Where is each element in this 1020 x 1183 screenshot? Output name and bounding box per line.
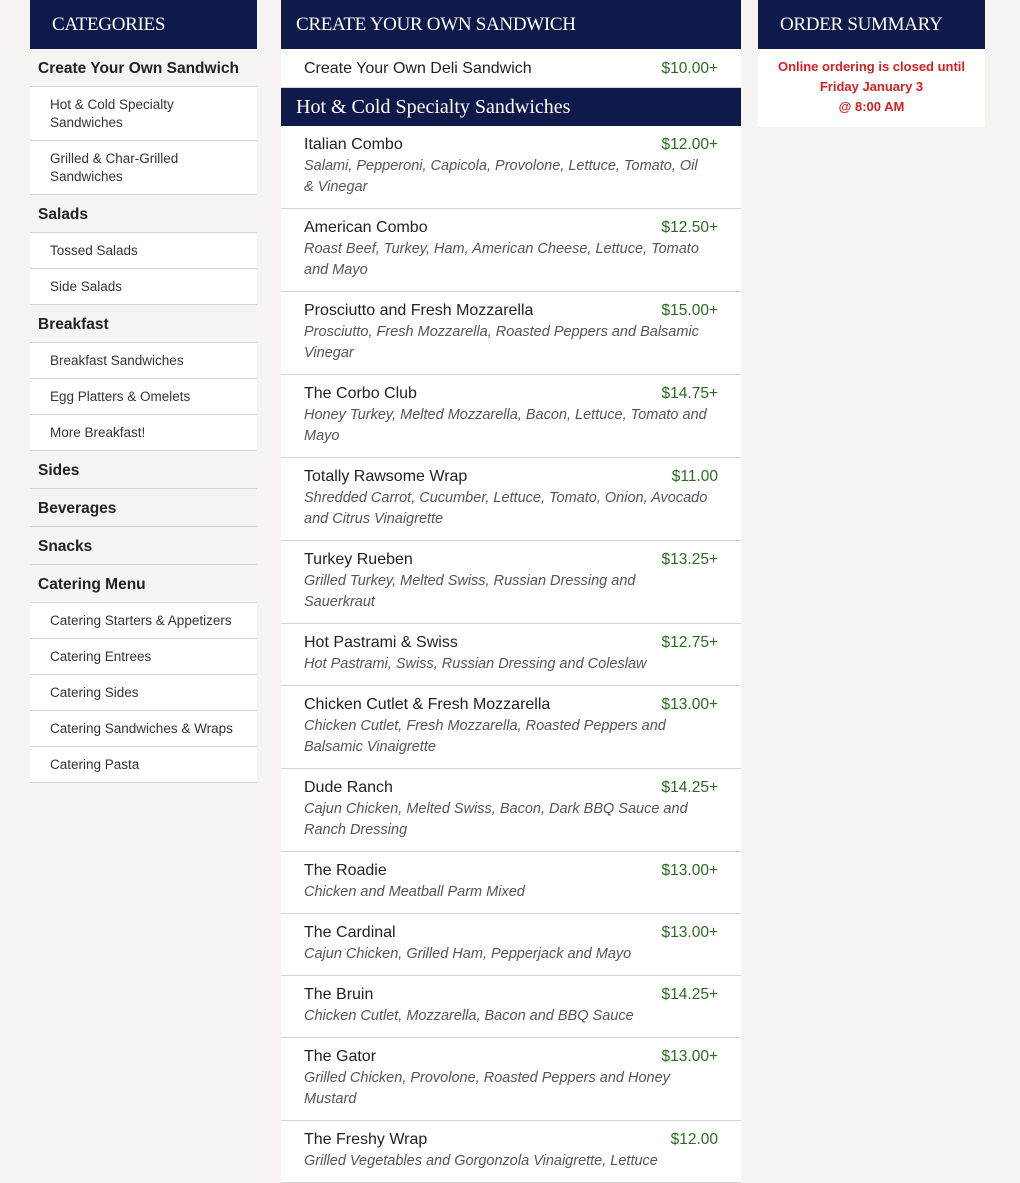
menu-item-price: $12.75+ [661, 634, 718, 651]
menu-item-price: $13.00+ [661, 1048, 718, 1065]
menu-item-price: $14.75+ [661, 385, 718, 402]
order-summary-title: ORDER SUMMARY [758, 0, 985, 49]
menu-item-description: Cajun Chicken, Grilled Ham, Pepperjack and Mayo [304, 946, 632, 962]
menu-item-price: $13.00+ [661, 924, 718, 941]
menu-item-description: Prosciutto, Fresh Mozzarella, Roasted Peppers and Balsamic Vinegar [304, 324, 699, 361]
menu-panel [281, 0, 741, 1183]
menu-item-price: $15.00+ [661, 302, 718, 319]
menu-item-name: Dude Ranch [304, 779, 393, 796]
subcategory-item[interactable]: Catering Sides [30, 675, 257, 711]
menu-item-description: Grilled Chicken, Provolone, Roasted Peppers and Honey Mustard [304, 1070, 670, 1107]
menu-item-name: Chicken Cutlet & Fresh Mozzarella [304, 696, 551, 713]
menu-item-name: Totally Rawsome Wrap [304, 468, 468, 485]
category-item[interactable]: Create Your Own Sandwich [30, 49, 257, 87]
menu-item-description: Chicken Cutlet, Mozzarella, Bacon and BBQ Sauce [304, 1008, 634, 1024]
menu-item-description: Chicken and Meatball Parm Mixed [304, 884, 525, 900]
menu-item-name: American Combo [304, 219, 428, 236]
categories-sidebar [30, 0, 257, 783]
menu-item-description: Salami, Pepperoni, Capicola, Provolone, Lettuce, Tomato, Oil & Vinegar [304, 158, 698, 195]
menu-item-description: Chicken Cutlet, Fresh Mozzarella, Roasted Peppers and Balsamic Vinaigrette [304, 718, 666, 755]
menu-title: CREATE YOUR OWN SANDWICH [281, 0, 741, 49]
ordering-closed-notice [758, 49, 985, 127]
menu-item-name: Hot Pastrami & Swiss [304, 634, 458, 651]
menu-item[interactable] [281, 1038, 741, 1121]
menu-item[interactable] [281, 209, 741, 292]
notice-line: @ 8:00 AM [838, 99, 905, 114]
menu-item-name: The Corbo Club [304, 385, 417, 402]
notice-line: Friday January 3 [819, 79, 924, 94]
menu-item[interactable] [281, 458, 741, 541]
menu-item-description: Roast Beef, Turkey, Ham, American Cheese, Lettuce, Tomato and Mayo [304, 241, 699, 278]
subcategory-item[interactable]: Egg Platters & Omelets [30, 379, 257, 415]
menu-item-name: The Gator [304, 1048, 377, 1065]
subcategory-item[interactable]: Breakfast Sandwiches [30, 343, 257, 379]
subcategory-item[interactable]: Grilled & Char-Grilled Sandwiches [30, 141, 257, 195]
menu-item-price: $12.50+ [661, 219, 718, 236]
menu-item[interactable] [281, 686, 741, 769]
menu-item-description: Grilled Vegetables and Gorgonzola Vinaigrette, Lettuce [304, 1153, 658, 1169]
order-summary [758, 0, 985, 127]
notice-line: Online ordering is closed until [777, 59, 966, 74]
menu-item[interactable] [281, 292, 741, 375]
menu-item[interactable] [281, 375, 741, 458]
subcategory-item[interactable]: Hot & Cold Specialty Sandwiches [30, 87, 257, 141]
menu-item[interactable] [281, 976, 741, 1038]
menu-item-price: $14.25+ [661, 986, 718, 1003]
menu-item-name: Italian Combo [304, 136, 403, 153]
menu-item[interactable] [281, 541, 741, 624]
menu-item-name: The Roadie [304, 862, 387, 879]
subcategory-item[interactable]: Side Salads [30, 269, 257, 305]
menu-item-description: Cajun Chicken, Melted Swiss, Bacon, Dark BBQ Sauce and Ranch Dressing [304, 801, 688, 838]
menu-item-name: The Freshy Wrap [304, 1131, 428, 1148]
categories-title: CATEGORIES [30, 0, 257, 49]
section-title: Hot & Cold Specialty Sandwiches [281, 88, 741, 126]
category-item[interactable]: Catering Menu [30, 565, 257, 603]
menu-item[interactable] [281, 852, 741, 914]
menu-item-name: The Bruin [304, 986, 374, 1003]
subcategory-item[interactable]: Tossed Salads [30, 233, 257, 269]
menu-item-description: Shredded Carrot, Cucumber, Lettuce, Tomato, Onion, Avocado and Citrus Vinaigrette [304, 490, 708, 527]
menu-item-price: $13.00+ [661, 696, 718, 713]
menu-item-price: $12.00+ [661, 136, 718, 153]
menu-item-name: The Cardinal [304, 924, 396, 941]
category-item[interactable]: Sides [30, 451, 257, 489]
menu-item-price: $14.25+ [661, 779, 718, 796]
menu-item-description: Hot Pastrami, Swiss, Russian Dressing and Coleslaw [304, 656, 647, 672]
menu-item[interactable] [281, 1121, 741, 1183]
menu-item-price: $10.00+ [661, 60, 718, 77]
menu-item[interactable] [281, 126, 741, 209]
menu-item-name: Turkey Rueben [304, 551, 413, 568]
menu-item-description: Grilled Turkey, Melted Swiss, Russian Dressing and Sauerkraut [304, 573, 636, 610]
menu-item-price: $12.00 [670, 1131, 718, 1148]
category-item[interactable]: Salads [30, 195, 257, 233]
category-item[interactable]: Breakfast [30, 305, 257, 343]
menu-item-description: Honey Turkey, Melted Mozzarella, Bacon, Lettuce, Tomato and Mayo [304, 407, 707, 444]
subcategory-item[interactable]: Catering Starters & Appetizers [30, 603, 257, 639]
menu-item-price: $11.00 [671, 468, 718, 485]
menu-item[interactable] [281, 624, 741, 686]
menu-item[interactable] [281, 914, 741, 976]
menu-item-price: $13.25+ [661, 551, 718, 568]
subcategory-item[interactable]: Catering Pasta [30, 747, 257, 783]
menu-item[interactable] [281, 769, 741, 852]
menu-item-name: Create Your Own Deli Sandwich [304, 60, 532, 77]
menu-item-price: $13.00+ [661, 862, 718, 879]
categories-list [30, 49, 257, 783]
category-item[interactable]: Snacks [30, 527, 257, 565]
subcategory-item[interactable]: Catering Entrees [30, 639, 257, 675]
menu-items-list [281, 126, 741, 1183]
subcategory-item[interactable]: Catering Sandwiches & Wraps [30, 711, 257, 747]
menu-item-name: Prosciutto and Fresh Mozzarella [304, 302, 534, 319]
category-item[interactable]: Beverages [30, 489, 257, 527]
subcategory-item[interactable]: More Breakfast! [30, 415, 257, 451]
menu-item-deli[interactable] [281, 49, 741, 88]
